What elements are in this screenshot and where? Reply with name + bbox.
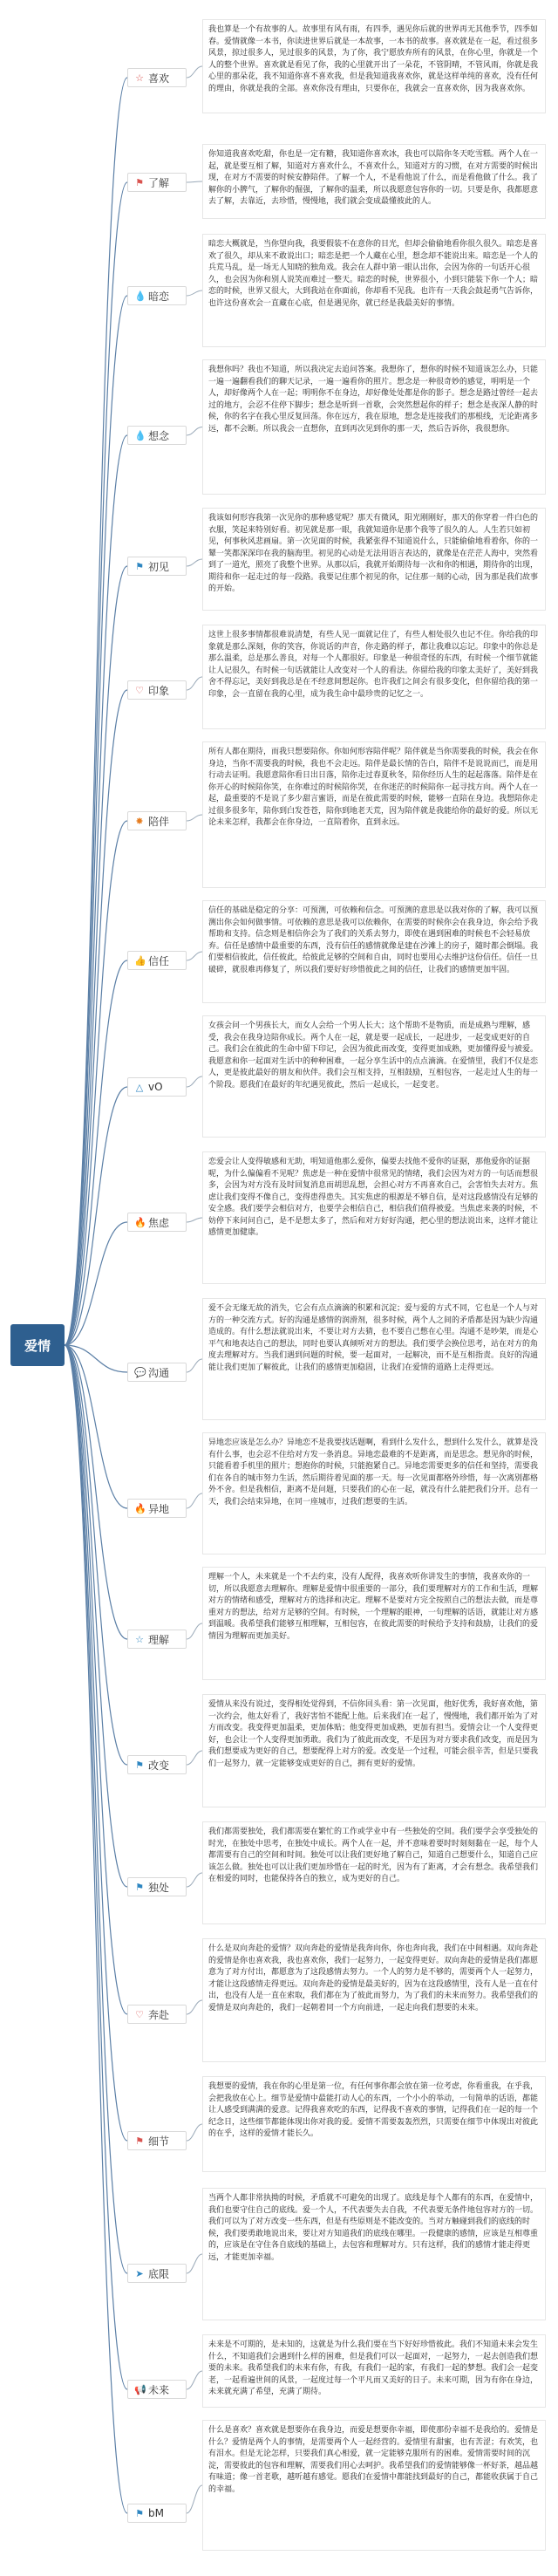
topic-node[interactable]: [127, 2131, 187, 2150]
topic-node[interactable]: [127, 557, 187, 576]
topic-node[interactable]: [127, 68, 187, 87]
flag-blue-icon: ⚑: [135, 1881, 144, 1893]
topic-label: 未来: [148, 2383, 170, 2396]
leaf-connector: [187, 66, 202, 78]
topic-node[interactable]: [127, 173, 187, 192]
fire-icon: 🔥: [134, 1502, 146, 1514]
root-connector: [65, 182, 127, 1345]
topic-node[interactable]: [127, 951, 187, 970]
flag-icon: ⚑: [135, 176, 144, 188]
chat-icon: 💬: [134, 1366, 146, 1378]
topic-node[interactable]: [127, 426, 187, 445]
topic-label: 焦虑: [148, 1216, 170, 1229]
topic-label: 初见: [148, 560, 170, 573]
leaf-connector: [187, 290, 202, 296]
topic-label: 理解: [148, 1633, 170, 1646]
topic-label: vO: [148, 1081, 163, 1093]
topic-text-box[interactable]: 我想要的爱情，我在你的心里是第一位，有任何事你都会放在第一位考虑，你看重我，在乎我，会把我放在心上。细节是爱情中最能打动人心的东西，一个小小的举动，一句简单的话语，都能让人感受到满满的爱意。记得我喜欢吃的东西，记得我不喜欢的事情，记得我们在一起的每一个纪念日，这些细节都能体现出你对我的爱。爱情不需要轰轰烈烈，只需要在细节中体现出对彼此的在乎，这样的爱情才能长久。: [202, 2076, 546, 2172]
topic-node[interactable]: [127, 1077, 187, 1097]
topic-text-box[interactable]: 这世上很多事情都很难说清楚，有些人见一面就记住了，有些人相处很久也记不住。你给我的印象就是那么深刻，你的笑容，你说话的声音，你走路的样子，都让我难以忘记。印象中的你总是那么温柔，总是那么善良，对每一个人都很好。印象是一种很奇怪的东西，有时候一个细节就能让人记很久，有时候一句话就能让人改变对一个人的看法。你留给我的印象太美好了，美好到我舍不得忘记，美好到我总是在不经意间想起你。也许我们之间会有很多变化，但你留给我的第一印象，会一直留在我的心里，成为我生命中最珍贵的记忆之一。: [202, 625, 546, 729]
leaf-connector: [187, 1076, 202, 1087]
topic-text-box[interactable]: 什么是喜欢？喜欢就是想要你在我身边，而爱是想要你幸福，即使那份幸福不是我给的。爱情是什么？爱情是两个人的事情，是需要两个人一起经营的。爱情里有甜蜜，也有苦涩；有欢笑，也有泪水。但是无论怎样，只要我们真心相爱，就一定能够克服所有的困难。爱情需要时间的沉淀，需要彼此的包容和理解，需要我们用心去呵护。我希望我们的爱情能够像一杯好茶，越品越有味道；像一首老歌，越听越有感觉。愿我们在爱情中都能找到最好的自己，都能收获属于自己的幸福。: [202, 2420, 546, 2551]
topic-label: 细节: [148, 2135, 170, 2148]
heart-outline-icon: ♡: [135, 2008, 144, 2020]
topic-text-box[interactable]: 我该如何形容我第一次见你的那种感觉呢？那天有微风，阳光刚刚好，那天的你穿着一件白色的衣服，笑起来特别好看。初见就是那一眼，我就知道你是那个我等了很久的人。人生若只如初见，何事秋风悲画扇。第一次见面的时候，我紧张得不知道说什么，只能偷偷地看着你，你的一颦一笑都深深印在我的脑海里。初见的心动是无法用语言表达的，就像是在茫茫人海中，突然看到了一道光，照亮了我整个世界。从那以后，我就开始期待每一次和你的相遇，期待你的出现，期待和你一起走过的每一段路。我要记住那个初见的你，记住那一刻的心动，因为那是我们故事的开始。: [202, 508, 546, 611]
star-filled-icon: ✸: [135, 815, 144, 827]
flag-blue-icon: ⚑: [135, 2507, 144, 2519]
topic-node[interactable]: [127, 680, 187, 700]
topic-text-box[interactable]: 你知道我喜欢吃甜，你也是一定有糖，我知道你喜欢冰，我也可以陪你冬天吃雪糕。两个人在一起，就是要互相了解，知道对方喜欢什么，不喜欢什么，知道对方的习惯，在对方需要的时候出现，在对方不需要的时候安静陪伴。了解一个人，不是看他说了什么，而是看他做了什么。我了解你的小脾气，了解你的倔强，了解你的温柔，所以我愿意包容你的一切。只要是你，我都愿意去了解，去靠近，去珍惜，慢慢地，我们就会变成最懂彼此的人。: [202, 144, 546, 219]
root-topic[interactable]: [10, 1324, 65, 1366]
flag-blue-icon: ⚑: [135, 1759, 144, 1771]
topic-label: 陪伴: [148, 815, 170, 828]
drop-icon: 💧: [134, 429, 146, 441]
topic-text-box[interactable]: 我也算是一个有故事的人。故事里有风有雨，有四季，遇见你后就的世界再无其他季节，四季如春。爱情就像一本书，你读进世界后就是一本故事，一本书的故事。喜欢就是在一起，看过很多风景，掠过很多人，见过很多的风景，为了你，我宁愿放弃所有的风景，在你心里，你就是一个人的整个世界。喜欢就是看见了你，我的心里就开出了一朵花，不管阴晴，不管风雨，你就是我心里的那朵花，我不知道你喜不喜欢我，但是我知道我喜欢你，就是这样单纯的喜欢，没有任何的理由，你就是我的全部。喜欢你没有理由，只要你在，我就会一直喜欢你，因为我喜欢你。: [202, 19, 546, 113]
leaf-connector: [187, 1623, 202, 1639]
topic-label: 了解: [148, 176, 170, 189]
leaf-connector: [187, 1873, 202, 1887]
topic-label: 喜欢: [148, 72, 170, 85]
topic-label: bM: [148, 2507, 164, 2519]
topic-label: 暗恋: [148, 290, 170, 303]
topic-label: 信任: [148, 954, 170, 967]
leaf-connector: [187, 2254, 202, 2273]
topic-node[interactable]: [127, 2005, 187, 2024]
topic-node[interactable]: [127, 2380, 187, 2399]
fire-icon: 🔥: [134, 1216, 146, 1228]
leaf-connector: [187, 1359, 202, 1372]
topic-text-box[interactable]: 什么是双向奔赴的爱情？双向奔赴的爱情是我奔向你，你也奔向我，我们在中间相遇。双向奔赴的爱情是你也喜欢我，我也喜欢你，我们一起努力，一起变得更好。双向奔赴的爱情是我们都愿意为了对方付出，都愿意为了这段感情去努力。一个人的努力是不够的，需要两个人一起努力，才能让这段感情走得更远。双向奔赴的爱情是最美好的，因为在这段感情里，没有人是一直在付出，也没有人是一直在索取，我们都在为了彼此而努力，为了我们的未来而努力。我希望我们的爱情是双向奔赴的，我们一起朝着同一个方向前进，一起走向我们想要的未来。: [202, 1938, 546, 2062]
flag-blue-icon: ⚑: [135, 560, 144, 572]
root-connector: [65, 566, 127, 1345]
leaf-connector: [187, 2000, 202, 2014]
root-connector: [65, 690, 127, 1345]
topic-label: 奔赴: [148, 2008, 170, 2021]
topic-text-box[interactable]: 女孩会问一个男孩长大，而女人会给一个男人长大；这个帮助不是物质，而是成熟与理解，感受，我会在我身边陪你成长。两个人在一起，就是要一起成长，一起进步，一起变成更好的自己。我们会在彼此的生命中留下印记，会因为彼此而改变，变得更加成熟，更加懂得爱与被爱。我愿意和你一起面对生活中的种种困难，一起分享生活中的点点滴滴。在爱情里，我们不仅是恋人，更是彼此最好的朋友和伙伴。我们会互相支持，互相鼓励，互相包容，一起走过人生的每一个阶段。愿我们在最好的年纪遇见彼此，然后一起成长，一起变老。: [202, 1015, 546, 1138]
root-connector: [65, 1345, 127, 2141]
topic-text-box[interactable]: 信任的基础是稳定的分享：可预测，可依赖和信念。可预测的意思是以我对你的了解，我可以预测出你会如何做事情。可依赖的意思是我可以依赖你，在需要的时候你会在我身边，你会给予我帮助和支持。信念则是相信你会为了我们的关系去努力，即使在遇到困难的时候也不会轻易放弃。信任是感情中最重要的东西，没有信任的感情就像是建在沙滩上的房子，随时都会倒塌。我们要相信彼此，信任彼此，给彼此足够的空间和自由，同时也要用心去维护这份信任。信任一旦破碎，就很难再修复了，所以我们要好好珍惜彼此之间的信任，让我们的感情更加牢固。: [202, 900, 546, 1003]
topic-node[interactable]: [127, 1213, 187, 1232]
topic-label: 独处: [148, 1881, 170, 1894]
topic-node[interactable]: [127, 1363, 187, 1382]
topic-node[interactable]: [127, 2264, 187, 2283]
leaf-connector: [187, 952, 202, 960]
topic-label: 改变: [148, 1759, 170, 1772]
root-label: 爱情: [24, 1337, 51, 1354]
topic-text-box[interactable]: 所有人都在期待，而我只想要陪你。你如何形容陪伴呢？陪伴就是当你需要我的时候，我会在你身边，当你不需要我的时候，我也不会走远。陪伴是最长情的告白，陪伴不是说说而已，而是用行动去证明。我愿意陪你看日出日落，陪你走过春夏秋冬，陪你经历人生的起起落落。陪伴是在你开心的时候陪你笑，在你难过的时候陪你哭，在你迷茫的时候陪你一起寻找方向。两个人在一起，最重要的不是说了多少甜言蜜语，而是在彼此需要的时候，能够一直陪在身边。我想陪你走过很多很多年，陪你到白发苍苍，陪你到地老天荒，因为陪伴就是我能给你的最好的爱。所以无论未来怎样，我都会在你身边，一直陪着你，直到永远。: [202, 741, 546, 888]
leaf-connector: [187, 1218, 202, 1222]
heart-outline-icon: ♡: [135, 684, 144, 696]
flag-icon: ⚑: [135, 2135, 144, 2147]
leaf-connector: [187, 677, 202, 690]
leaf-connector: [187, 2371, 202, 2389]
root-connector: [65, 1345, 127, 1765]
leaf-connector: [187, 181, 202, 182]
topic-node[interactable]: [127, 2504, 187, 2523]
topic-node[interactable]: [127, 286, 187, 305]
topic-text-box[interactable]: 我们都需要独处，我们都需要在繁忙的工作或学业中有一些独处的空间。我们要学会享受独处的时光，在独处中思考，在独处中成长。两个人在一起，并不意味着要时时刻刻黏在一起，每个人都需要有自己的空间和时间。独处可以让我们更好地了解自己，知道自己想要什么，知道自己应该怎么做。独处也可以让我们更加珍惜在一起的时光，因为有了距离，才会有想念。我希望我们在相爱的同时，也能保持各自的独立，成为更好的自己。: [202, 1821, 546, 1924]
megaphone-icon: 📢: [134, 2383, 146, 2395]
drop-icon: 💧: [134, 290, 146, 302]
topic-node[interactable]: [127, 1499, 187, 1518]
topic-text-box[interactable]: 当两个人都非常执拗的时候，矛盾就不可避免的出现了。底线是每个人都有的东西，在爱情中，我们也要守住自己的底线。爱一个人，不代表要失去自我，不代表要无条件地包容对方的一切。我们可以为了对方改变一些东西，但是有些原则是不能改变的。当对方触碰到我们的底线的时候，我们要勇敢地说出来，要让对方知道我们的底线在哪里。一段健康的感情，应该是互相尊重的，应该是在守住各自底线的基础上，去包容和理解对方。只有这样，我们的感情才能走得更远，才能更加幸福。: [202, 2188, 546, 2320]
topic-label: 底限: [148, 2267, 170, 2280]
leaf-connector: [187, 1751, 202, 1765]
topic-label: 印象: [148, 684, 170, 697]
star-outline-icon: ☆: [135, 72, 144, 84]
root-connector: [65, 1345, 127, 2513]
root-connector: [65, 435, 127, 1345]
star-outline-icon: ☆: [135, 1633, 144, 1645]
topic-node[interactable]: [127, 1877, 187, 1896]
topic-text-box[interactable]: 恋爱会让人变得敏感和无助，明知道他那么爱你，偏要去找他不爱你的证据，那他爱你的证据呢，为什么偏偏看不见呢？焦虑是一种在爱情中很常见的情绪，我们会因为对方的一句话而想很多，会因为对方没有及时回复消息而胡思乱想，会担心对方不再喜欢自己，会害怕失去对方。焦虑让我们变得不像自己，变得患得患失。其实焦虑的根源是不够自信，是对这段感情没有足够的安全感。我们要学会相信对方，也要学会相信自己，相信我们值得被爱。当焦虑来袭的时候，不妨停下来问问自己，是不是想太多了，然后和对方好好沟通，把心里的想法说出来，这样才能让感情更加健康。: [202, 1151, 546, 1284]
topic-node[interactable]: [127, 1755, 187, 1774]
leaf-connector: [187, 2485, 202, 2513]
topic-text-box[interactable]: 异地恋应该是怎么办？异地恋不是我要找话题啊，看到什么发什么，想到什么发什么，就算是没有什么事，也会忍不住给对方发一条消息。异地恋最难的不是距离，而是思念。想见你的时候，只能看着手机里的照片；想抱你的时候，只能抱紧自己。异地恋需要更多的信任和坚持，需要我们在各自的城市努力生活，然后期待着见面的那一天。每一次见面都格外珍惜，每一次离别都格外不舍。但是我相信，距离不是问题，只要我们的心在一起，就没有什么能把我们分开。总有一天，我们会结束异地，在同一座城市，过我们想要的生活。: [202, 1432, 546, 1554]
root-connector: [65, 1345, 127, 2273]
topic-label: 沟通: [148, 1366, 170, 1379]
topic-label: 想念: [148, 429, 170, 442]
topic-label: 异地: [148, 1502, 170, 1515]
root-connector: [65, 296, 127, 1345]
topic-text-box[interactable]: 爱情从来没有说过，变得相处觉得到，不信你回头看：第一次见面，他好优秀，我好喜欢他，第一次约会，他太好看了，我好害怕不能配上他。后来我们在一起了，慢慢地，我们都开始为了对方而改变。我变得更加温柔，更加体贴；他变得更加成熟，更加有担当。爱情会让一个人变得更好，也会让一个人变得更加勇敢。我们为了彼此而改变，不是因为对方要求我们改变，而是因为我们想要成为更好的自己，想要配得上对方的爱。改变是一个过程，可能会很辛苦，但是只要我们一起努力，就一定能够变成更好的自己，拥有更好的爱情。: [202, 1694, 546, 1807]
topic-text-box[interactable]: 爱不会无缘无故的消失，它会有点点滴滴的积累和沉淀；爱与爱的方式不同，它也是一个人与对方的一种交流方式。好的沟通是感情的润滑剂，很多时候，两个人之间的矛盾都是因为缺少沟通造成的。有什么想法就说出来，不要让对方去猜，也不要自己憋在心里。沟通不是吵架，而是心平气和地表达自己的想法，同时也要认真倾听对方的想法。我们要学会换位思考，站在对方的角度去理解对方。当我们遇到问题的时候，要一起面对，一起解决，而不是互相指责。良好的沟通能让我们更加了解彼此，让我们的感情更加稳固，让我们在爱情的道路上走得更远。: [202, 1298, 546, 1420]
leaf-connector: [187, 815, 202, 821]
leaf-connector: [187, 559, 202, 566]
thumbs-up-icon: 👍: [134, 954, 146, 967]
topic-node[interactable]: [127, 1630, 187, 1649]
triangle-icon: △: [135, 1081, 144, 1093]
topic-text-box[interactable]: 暗恋大概就是，当你望向我，我要假装不在意你的目光，但却会偷偷地看你很久很久。暗恋是喜欢了很久，却从来不敢说出口；暗恋是把一个人藏在心里，想念却不能说出来。暗恋是一个人的兵荒马乱，是一场无人知晓的独角戏。我会在人群中第一眼认出你，会因为你的一句话开心很久，也会因为你和别人说笑而难过一整天。暗恋的时候，世界很小，小到只能装下你一个人；暗恋的时候，世界又很大，大到我站在你面前，你却看不见我。也许有一天我会鼓起勇气告诉你，也许这份喜欢会一直藏在心底，但是遇见你，就已经是我最美好的事情。: [202, 234, 546, 347]
leaf-connector: [187, 1493, 202, 1508]
topic-text-box[interactable]: 未来是不可期的，是未知的，这就是为什么我们要在当下好好珍惜彼此。我们不知道未来会发生什么，不知道我们会遇到什么样的困难，但是我们可以一起面对，一起努力，一起去创造我们想要的未来。我希望我们的未来有你，有我，有我们一起的家，有我们一起的梦想。我们会一起变老，一起看遍世间的风景，一起度过每一个平凡而又美好的日子。未来可期，因为有你在身边，未来就充满了希望，充满了期待。: [202, 2334, 546, 2408]
leaf-connector: [187, 2124, 202, 2141]
paper-plane-icon: ➤: [135, 2267, 144, 2279]
leaf-connector: [187, 427, 202, 436]
topic-text-box[interactable]: 理解一个人，未来就是一个不去约束，没有人配得，我喜欢听你讲发生的事情，我喜欢你的一切，所以我愿意去理解你。理解是爱情中很重要的一部分，我们要理解对方的工作和生活，理解对方的情绪和感受，理解对方的选择和决定。理解不是要对方完全按照自己的想法去做，而是尊重对方的想法，给对方足够的空间。有时候，一个理解的眼神，一句理解的话语，就能让对方感到温暖。我希望我们能够互相理解，互相包容，在彼此需要的时候给予支持和鼓励，让我们的爱情因为理解而更加美好。: [202, 1567, 546, 1680]
topic-text-box[interactable]: 我想你吗？我也不知道，所以我决定去追问答案。我想你了，想你的时候不知道该怎么办，只能一遍一遍翻看我们的聊天记录，一遍一遍看你的照片。想念是一种很奇妙的感觉，明明是一个人，却好像两个人在一起；明明你不在身边，却好像处处都是你的影子。想念是路过曾经一起去过的地方，会忍不住停下脚步；想念是听到一首歌，会突然想起你的样子；想念是夜深人静的时候，你的名字在我心里反复回荡。你在远方，我在原地，想念是连接我们的那根线，无论距离多远，都不会断。所以我会一直想你，直到再次见到你的那一天，然后告诉你，我很想你。: [202, 359, 546, 495]
topic-node[interactable]: [127, 811, 187, 830]
